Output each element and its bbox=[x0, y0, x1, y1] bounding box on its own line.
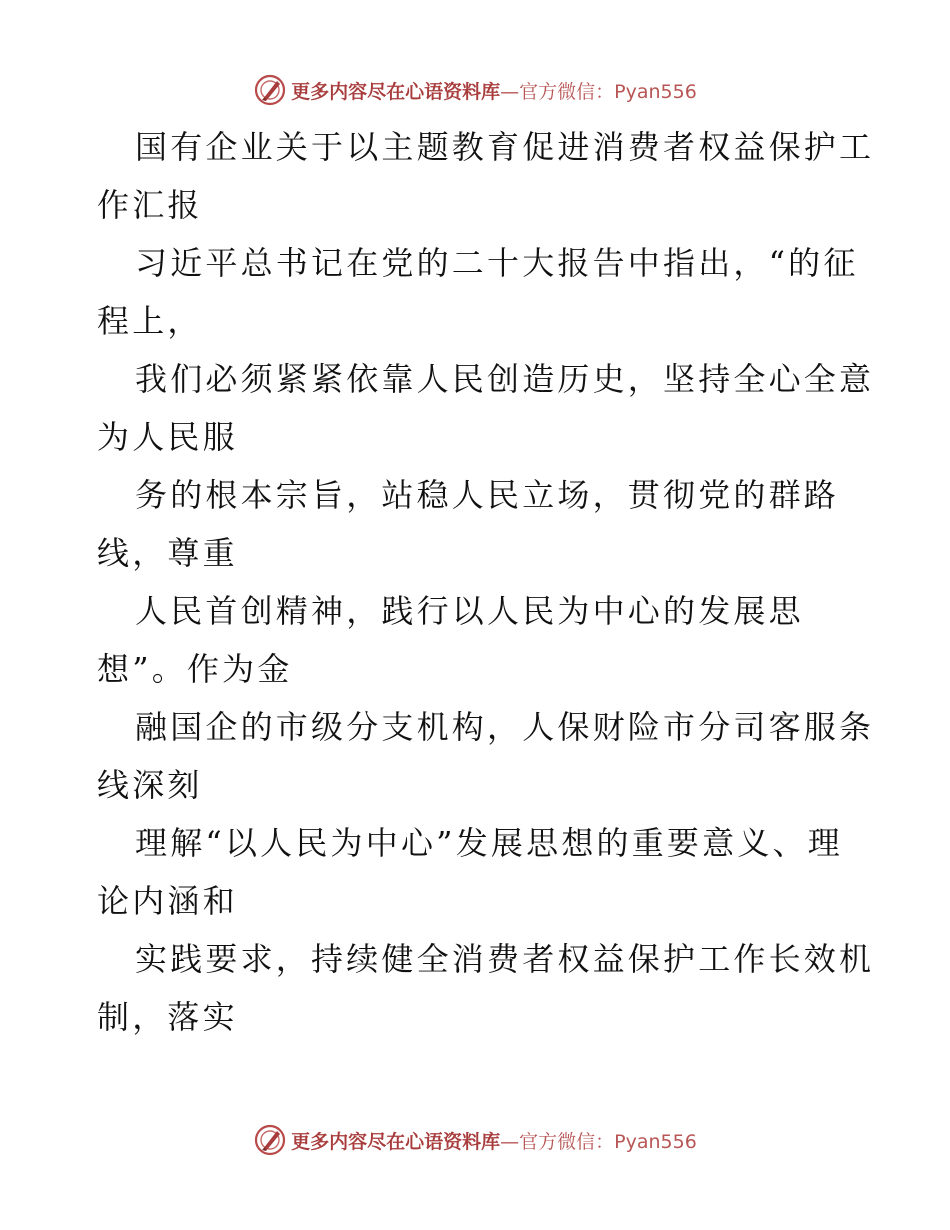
paragraph bbox=[97, 930, 875, 1046]
paragraph-line: 国有企业关于以主题教育促进消费者权益保护工 bbox=[135, 128, 875, 166]
footer-banner-text bbox=[291, 1127, 697, 1154]
paragraph-line-continued: 想”。作为金 bbox=[97, 650, 293, 688]
paragraph-line: 实践要求，持续健全消费者权益保护工作长效机 bbox=[135, 940, 875, 978]
paragraph bbox=[97, 234, 857, 350]
paragraph-line-continued: 线，尊重 bbox=[97, 534, 238, 572]
paragraph-line-continued: 线深刻 bbox=[97, 766, 203, 804]
header-banner-contact: —官方微信：Pyan556 bbox=[500, 80, 697, 103]
footer-banner-brand: 更多内容尽在心语资料库 bbox=[291, 1130, 501, 1153]
brand-logo-icon bbox=[253, 73, 287, 107]
paragraph-line-continued: 制，落实 bbox=[97, 998, 238, 1036]
paragraph-line-continued: 论内涵和 bbox=[97, 882, 238, 920]
paragraph bbox=[97, 698, 875, 814]
paragraph-line-continued: 程上， bbox=[97, 302, 203, 340]
footer-banner-contact: —官方微信：Pyan556 bbox=[500, 1130, 697, 1153]
brand-logo-icon bbox=[253, 1123, 287, 1157]
paragraph bbox=[97, 582, 857, 698]
header-banner bbox=[0, 70, 950, 110]
paragraph-line: 习近平总书记在党的二十大报告中指出，“的征 bbox=[135, 244, 859, 282]
paragraph-line-continued: 为人民服 bbox=[97, 418, 238, 456]
paragraph bbox=[97, 814, 857, 930]
paragraph-line-continued: 作汇报 bbox=[97, 186, 203, 224]
paragraph bbox=[97, 118, 875, 234]
paragraph-line: 人民首创精神，践行以人民为中心的发展思 bbox=[135, 592, 804, 630]
paragraph-line: 融国企的市级分支机构，人保财险市分司客服条 bbox=[135, 708, 875, 746]
footer-banner bbox=[0, 1120, 950, 1160]
paragraph-line: 务的根本宗旨，站稳人民立场，贯彻党的群路 bbox=[135, 476, 840, 514]
document-body bbox=[97, 118, 875, 1046]
paragraph-line: 我们必须紧紧依靠人民创造历史，坚持全心全意 bbox=[135, 360, 875, 398]
header-banner-text bbox=[291, 77, 697, 104]
paragraph bbox=[97, 350, 875, 466]
header-banner-brand: 更多内容尽在心语资料库 bbox=[291, 80, 501, 103]
paragraph bbox=[97, 466, 857, 582]
paragraph-line: 理解“以人民为中心”发展思想的重要意义、理 bbox=[135, 824, 843, 862]
